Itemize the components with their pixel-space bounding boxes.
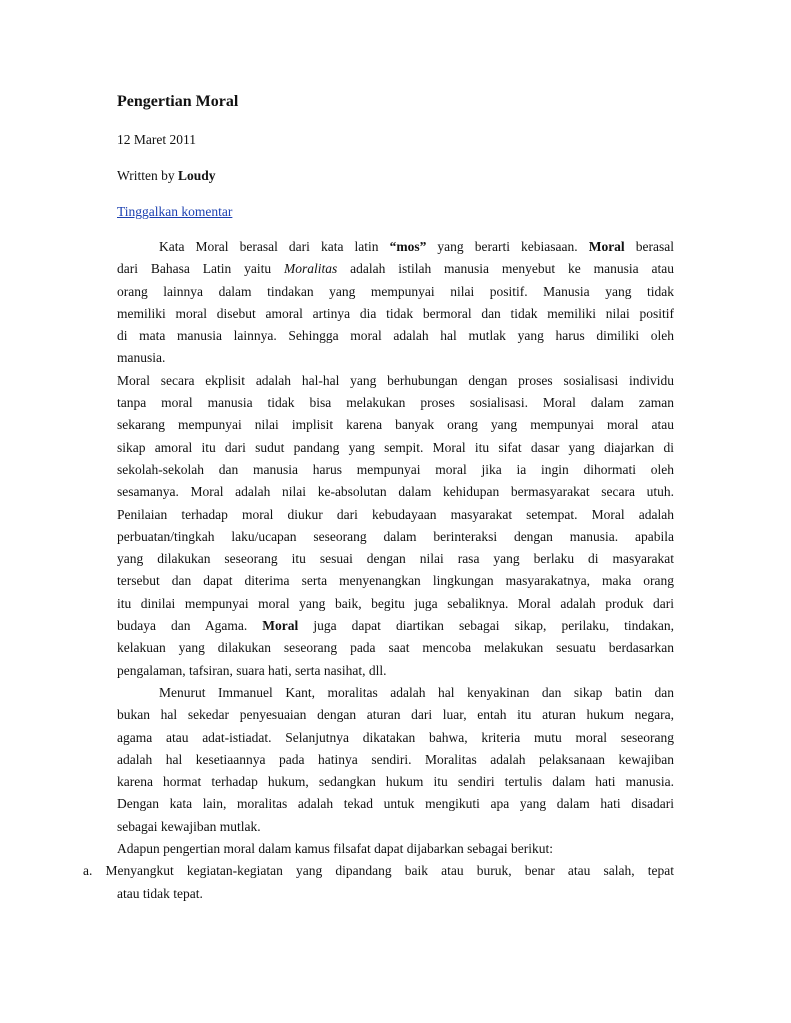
paragraph-2-line: sekolah-sekolah dan manusia harus mempunyai moral jika ia ingin dihormati oleh (117, 461, 674, 477)
author-name: Loudy (177, 168, 216, 183)
paragraph-2-line: kelakuan yang dilakukan seseorang pada saat mencoba melakukan sesuatu berdasarkan (117, 640, 674, 656)
paragraph-2-line: tanpa moral manusia tidak bisa melakukan proses sosialisasi. Moral dalam zaman (117, 395, 674, 411)
paragraph-2-line: perbuatan/tingkah laku/ucapan seseorang dalam berinteraksi dengan manusia. apabila (117, 528, 674, 544)
article-title: Pengertian Moral (117, 93, 239, 110)
leave-comment-link[interactable]: Tinggalkan komentar (117, 204, 233, 219)
article-byline (117, 168, 215, 184)
paragraph-2-line: yang dilakukan seseorang itu sesuai dengan nilai rasa yang berlaku di masyarakat (117, 551, 674, 567)
paragraph-3-line: karena hormat terhadap hukum, sedangkan hukum itu sendiri tertulis dalam hati manusia. (117, 774, 674, 790)
paragraph-3-line: Dengan kata lain, moralitas adalah tekad untuk mengikuti apa yang dalam hati disadari (117, 796, 674, 812)
article-date: 12 Maret 2011 (117, 132, 196, 147)
paragraph-2-line: tersebut dan dapat diterima serta menyenangkan lingkungan masyarakatnya, maka orang (117, 573, 674, 589)
paragraph-1-line: dari Bahasa Latin yaitu Moralitas adalah istilah manusia menyebut ke manusia atau (117, 261, 674, 277)
paragraph-1-line: memiliki moral disebut amoral artinya dia tidak bermoral dan tidak memiliki nilai positif (117, 305, 674, 321)
paragraph-2-line: sikap amoral itu dari sudut pandang yang sempit. Moral itu sifat dasar yang diajarkan di (117, 439, 674, 455)
paragraph-1-line: manusia. (117, 350, 166, 366)
paragraph-1-line: di mata manusia lainnya. Sehingga moral adalah hal mutlak yang harus dimiliki oleh (117, 328, 674, 344)
paragraph-3-line: sebagai kewajiban mutlak. (117, 818, 261, 834)
paragraph-3-line: Menurut Immanuel Kant, moralitas adalah hal kenyakinan dan sikap batin dan (159, 684, 674, 700)
paragraph-2-line: Penilaian terhadap moral diukur dari kebudayaan masyarakat setempat. Moral adalah (117, 506, 674, 522)
article-body (83, 236, 674, 905)
paragraph-3-line: agama atau adat-istiadat. Selanjutnya dikatakan bahwa, kriteria mutu moral seseorang (117, 729, 674, 745)
paragraph-2-line: budaya dan Agama. Moral juga dapat diartikan sebagai sikap, perilaku, tindakan, (117, 618, 674, 634)
paragraph-2-line: Moral secara ekplisit adalah hal-hal yang berhubungan dengan proses sosialisasi individu (117, 372, 674, 388)
paragraph-2-line: itu dinilai mempunyai moral yang baik, begitu juga sebaliknya. Moral adalah produk dari (117, 595, 674, 611)
paragraph-2-line: sekarang mempunyai nilai implisit karena banyak orang yang mempunyai moral atau (117, 417, 674, 433)
list-item-a-line: atau tidak tepat. (117, 885, 203, 901)
list-item-a-line: a. Menyangkut kegiatan-kegiatan yang dipandang baik atau buruk, benar atau salah, tepat (83, 863, 674, 879)
paragraph-1-line: orang lainnya dalam tindakan yang mempunyai nilai positif. Manusia yang tidak (117, 283, 674, 299)
paragraph-2-line: sesamanya. Moral adalah nilai ke-absolutan dalam kehidupan bermasyarakat secara utuh. (117, 484, 674, 500)
paragraph-4-line: Adapun pengertian moral dalam kamus filsafat dapat dijabarkan sebagai berikut: (117, 841, 553, 857)
paragraph-3-line: adalah hal kesetiaannya pada hatinya sendiri. Moralitas adalah pelaksanaan kewajiban (117, 751, 674, 767)
paragraph-1-line: Kata Moral berasal dari kata latin “mos” yang berarti kebiasaan. Moral berasal (159, 239, 674, 254)
paragraph-3-line: bukan hal sekedar penyesuaian dengan aturan dari luar, entah itu aturan hukum negara, (117, 707, 674, 723)
paragraph-2-line: pengalaman, tafsiran, suara hati, serta nasihat, dll. (117, 662, 387, 678)
byline-prefix: Written by (117, 168, 178, 183)
